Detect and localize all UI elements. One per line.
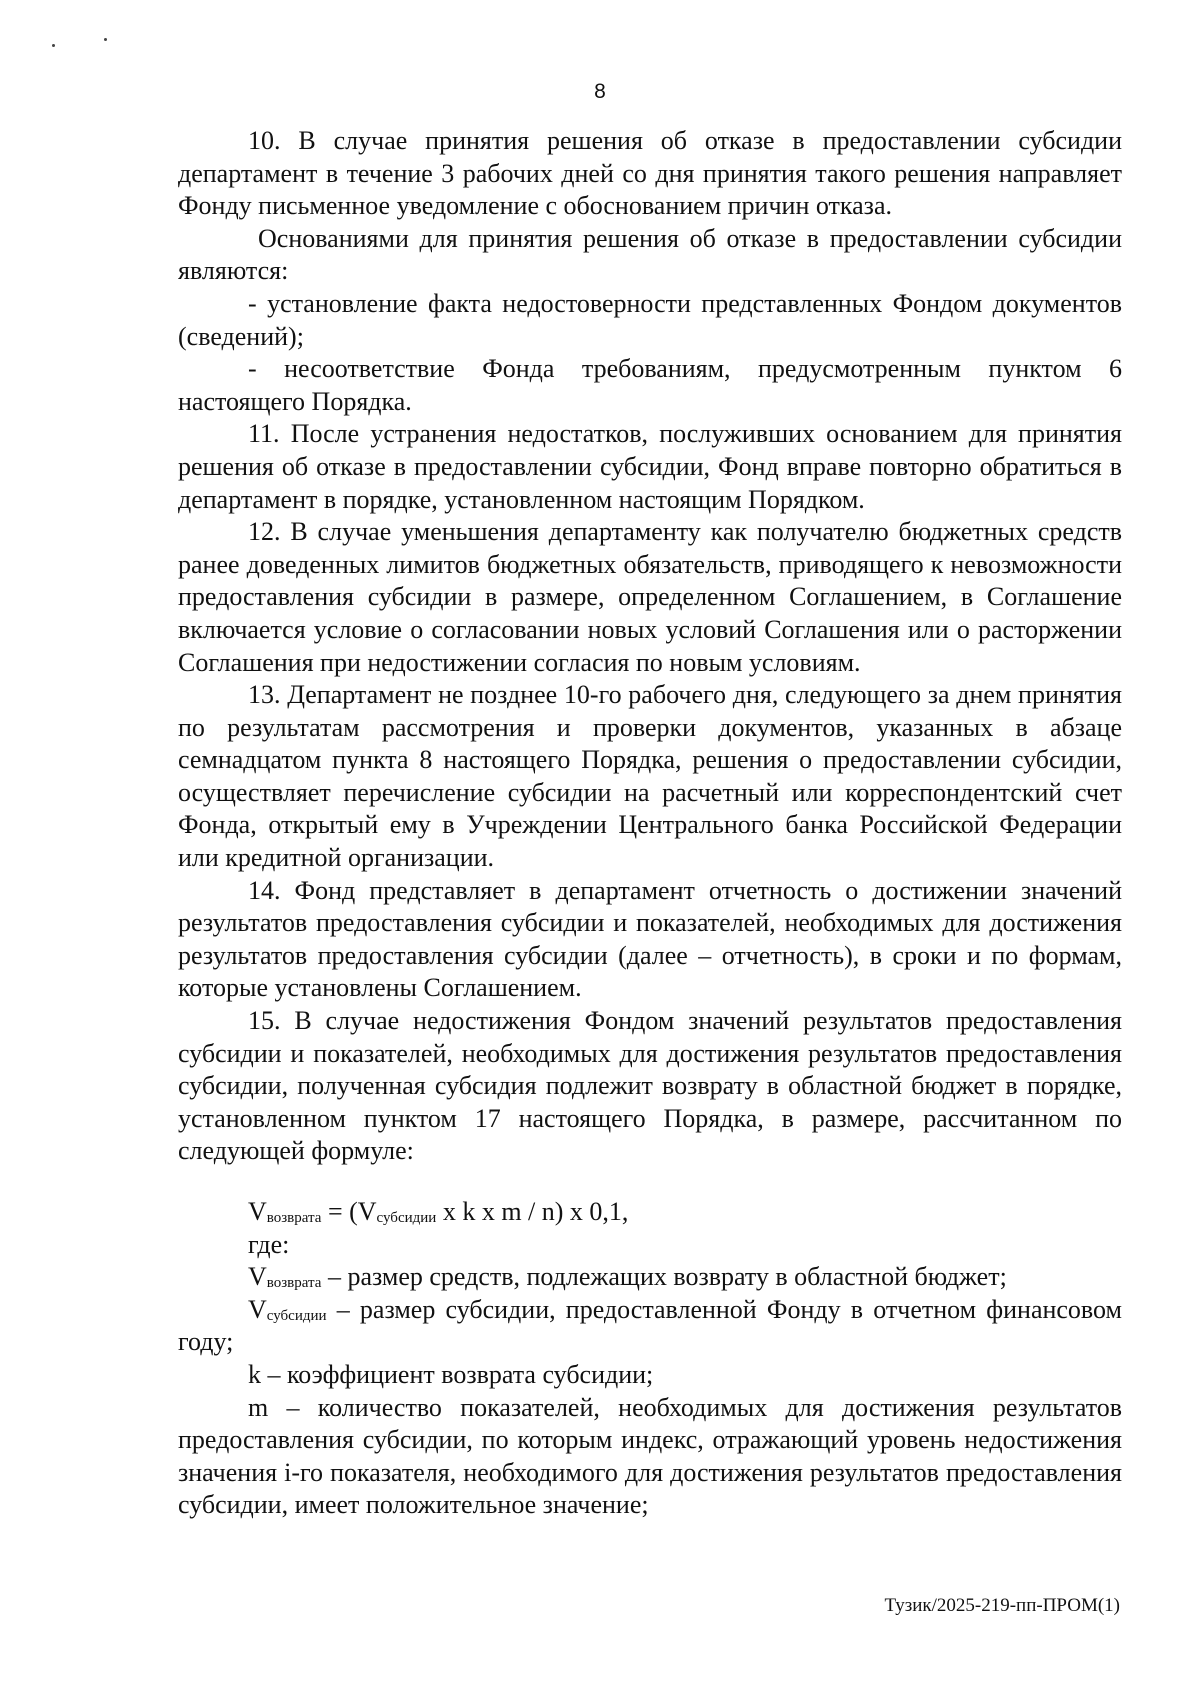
def-sub-return: возврата: [266, 1275, 322, 1292]
paragraph-13: 13. Департамент не позднее 10-го рабочего дня, следующего за днем принятия по результатам рассмотрения и проверки документов, указанных в абзаце семнадцатом пункта 8 настоящего Порядка, решения о предоставлении субсидии, осуществляет перечисление субсидии на расчетный или корреспондентский счет Фонда, открытый ему в Учреждении Центрального банка Российской Федерации или кредитной организации.: [178, 680, 1122, 873]
paragraph-10-ground-1: - установление факта недостоверности представленных Фондом документов (сведений);: [178, 288, 1122, 351]
paragraph-10-ground-2: - несоответствие Фонда требованиям, предусмотренным пунктом 6 настоящего Порядка.: [178, 354, 1122, 416]
paragraph-11: 11. После устранения недостатков, послуживших основанием для принятия решения об отказе в предоставлении субсидии, Фонд вправе повторно обратиться в департамент в порядке, установленном настоящим Порядком.: [178, 419, 1122, 514]
definition-k: k – коэффициент возврата субсидии;: [248, 1359, 654, 1389]
definition-v-return: [178, 1261, 1122, 1294]
definition-m: m – количество показателей, необходимых для достижения результатов предоставления субсидии, по которым индекс, отражающий уровень недостижения значения i-го показателя, необходимого для достижения результатов предоставления субсидии, имеет положительное значение;: [178, 1392, 1122, 1520]
return-formula: [178, 1196, 1122, 1229]
def-v-subsidy-text: – размер субсидии, предоставленной Фонду в отчетном финансовом году;: [178, 1294, 1122, 1357]
page-number: 8: [594, 80, 606, 103]
def-v2: V: [248, 1294, 267, 1324]
def-sub-subsidy: субсидии: [266, 1307, 327, 1324]
def-v: V: [248, 1262, 267, 1292]
scan-speck: [52, 44, 55, 47]
formula-rest: x k x m / n) x 0,1,: [436, 1197, 629, 1226]
paragraph-10-grounds: Основаниями для принятия решения об отказе в предоставлении субсидии являются:: [178, 223, 1122, 286]
def-v-return-text: – размер средств, подлежащих возврату в областной бюджет;: [321, 1262, 1007, 1292]
paragraph-12: 12. В случае уменьшения департаменту как получателю бюджетных средств ранее доведенных лимитов бюджетных обязательств, приводящего к невозможности предоставления субсидии в размере, определенном Соглашением, в Соглашение включается условие о согласовании новых условий Соглашения или о расторжении Соглашения при недостижении согласия по новым условиям.: [178, 517, 1122, 677]
paragraph-10: 10. В случае принятия решения об отказе в предоставлении субсидии департамент в течение 3 рабочих дней со дня принятия такого решения направляет Фонду письменное уведомление с обоснованием причин отказа.: [178, 126, 1122, 221]
definition-v-subsidy: [178, 1294, 1122, 1359]
where-label: где:: [248, 1229, 290, 1259]
formula-sub-subsidy: субсидии: [376, 1210, 437, 1226]
paragraph-15: 15. В случае недостижения Фондом значений результатов предоставления субсидии и показателей, необходимых для достижения результатов предоставления субсидии, полученная субсидия подлежит возврату в областной бюджет в порядке, установленном пунктом 17 настоящего Порядка, в размере, рассчитанном по следующей формуле:: [178, 1006, 1122, 1166]
paragraph-14: 14. Фонд представляет в департамент отчетность о достижении значений результатов предоставления субсидии и показателей, необходимых для достижения результатов предоставления субсидии (далее – отчетность), в сроки и по формам, которые установлены Соглашением.: [178, 875, 1122, 1003]
scan-speck: [104, 38, 107, 41]
document-body: [178, 125, 1122, 1522]
formula-v2: V: [357, 1197, 377, 1226]
formula-equals: = (: [321, 1197, 358, 1226]
formula-v: V: [248, 1197, 267, 1226]
document-footer-code: Тузик/2025-219-пп-ПРОМ(1): [884, 1595, 1120, 1616]
formula-sub-return: возврата: [266, 1210, 322, 1226]
